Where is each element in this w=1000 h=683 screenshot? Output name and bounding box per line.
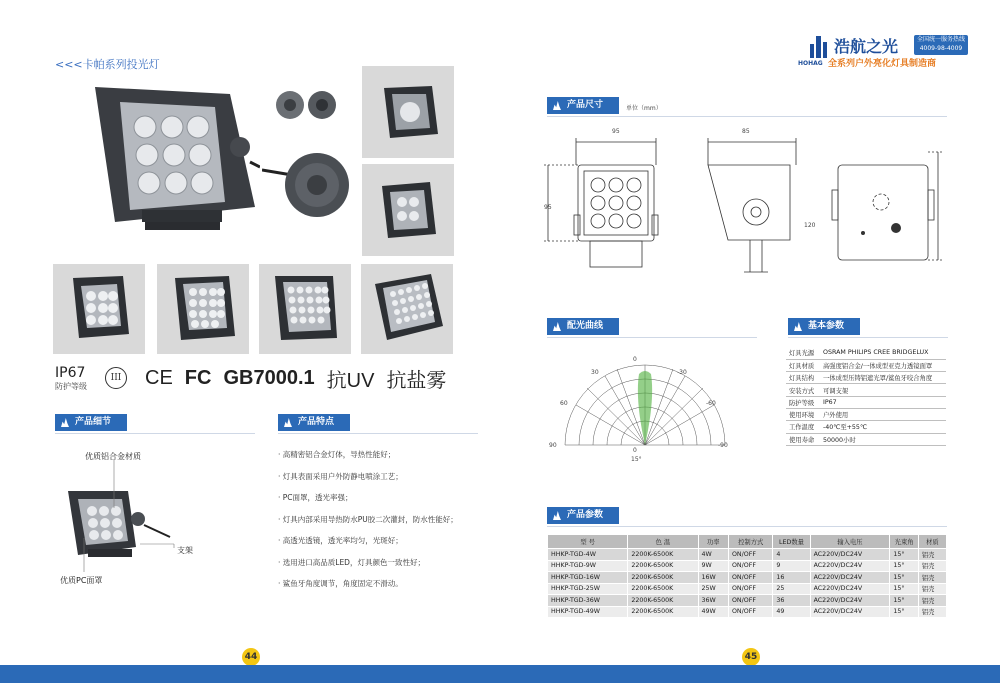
table-row: [548, 606, 947, 618]
table-row: [786, 359, 946, 371]
table-cell: 4: [773, 549, 810, 561]
brand-name: 浩航之光: [834, 37, 899, 56]
column-header: 功率: [698, 535, 728, 549]
table-cell: 2200K-6500K: [628, 572, 698, 584]
feature-item: · 高透光透镜，透光率均匀，光斑好；: [278, 536, 403, 545]
param-value: -40℃至+55℃: [820, 421, 946, 433]
detail-section-label: 产品细节: [55, 414, 127, 431]
table-cell: 铝壳: [918, 572, 946, 584]
angle-30-right: -30: [677, 369, 687, 376]
table-cell: 16: [773, 572, 810, 584]
bottom-bar: [0, 665, 1000, 683]
angle-90-left: 90: [549, 442, 557, 449]
param-value: IP67: [820, 396, 946, 408]
param-value: 一体成型压铸铝遮光罩/鲨鱼牙咬合角度: [820, 372, 946, 384]
param-key: 灯具材质: [786, 359, 820, 371]
param-key: 使用寿命: [786, 433, 820, 445]
back-height-dim: 120: [804, 222, 816, 229]
table-row: [786, 421, 946, 433]
brand-tagline: 全系列户外亮化灯具制造商: [828, 59, 937, 69]
angle-90-right: -90: [718, 442, 728, 449]
table-cell: 15°: [890, 595, 919, 607]
table-cell: 16W: [698, 572, 728, 584]
table-cell: 4W: [698, 549, 728, 561]
detail-leader-lines: [70, 460, 210, 580]
anti-uv: 抗UV: [326, 369, 375, 392]
column-header: 控制方式: [728, 535, 772, 549]
table-cell: AC220V/DC24V: [810, 549, 890, 561]
table-cell: HHKP-TGD-49W: [548, 606, 628, 618]
feature-item: · 高精密铝合金灯体，导热性能好；: [278, 450, 396, 459]
side-photo-2: [362, 164, 454, 256]
feature-item: · 选用进口高品质LED，灯具颜色一致性好；: [278, 557, 425, 567]
angle-60-left: 60: [560, 400, 568, 407]
brand-name-en: HOHAG: [798, 60, 823, 67]
column-header: LED数量: [773, 535, 810, 549]
page-number-right: 45: [742, 648, 760, 666]
table-header-row: [548, 535, 947, 549]
column-header: 输入电压: [810, 535, 890, 549]
table-cell: 2200K-6500K: [628, 560, 698, 572]
series-title: <<<卡帕系列投光灯: [55, 58, 160, 71]
detail-section-rule: [55, 433, 255, 434]
table-cell: 49W: [698, 606, 728, 618]
cover-label: 优质PC面罩: [60, 576, 103, 585]
table-cell: ON/OFF: [728, 595, 772, 607]
feature-item: · 鲨鱼牙角度调节，角度固定不滑动。: [278, 579, 403, 588]
table-cell: 2200K-6500K: [628, 583, 698, 595]
table-cell: 铝壳: [918, 606, 946, 618]
feature-item: · 灯具内部采用导热防水PU胶二次灌封，防水性能好；: [278, 514, 458, 524]
dimension-section-rule: [547, 116, 947, 117]
brand-header: [798, 34, 978, 70]
front-width-dim: 95: [612, 128, 620, 135]
table-cell: 36W: [698, 595, 728, 607]
gb-standard: GB7000.1: [223, 366, 315, 389]
product-params-table: [547, 534, 947, 618]
beam-pattern: [638, 371, 652, 445]
table-cell: 25W: [698, 583, 728, 595]
photo-9w: [53, 264, 145, 354]
hero-lamp-image: [90, 82, 260, 244]
angle-60-right: -60: [706, 400, 716, 407]
table-cell: 15°: [890, 560, 919, 572]
brand-phone-label: 全国统一服务热线: [916, 36, 965, 43]
feature-item: · 灯具表面采用户外防静电喷涂工艺；: [278, 471, 403, 481]
ip-rating: [55, 365, 87, 392]
basic-params-section-rule: [788, 337, 948, 338]
param-value: OSRAM PHILIPS CREE BRIDGELUX: [820, 347, 946, 359]
brand-phone-box: [914, 35, 968, 55]
table-row: [786, 372, 946, 384]
column-header: 色 温: [628, 535, 698, 549]
angle-0-center: 0: [633, 447, 637, 454]
bracket-label: 支架: [177, 546, 193, 555]
table-cell: 铝壳: [918, 549, 946, 561]
dimension-section-label: 产品尺寸: [547, 97, 619, 114]
column-header: 光束角: [890, 535, 919, 549]
angle-0-top: 0: [633, 356, 637, 363]
table-cell: ON/OFF: [728, 549, 772, 561]
ip-value: IP67: [55, 364, 86, 381]
fc-mark-icon: FC: [184, 366, 212, 389]
table-row: [786, 396, 946, 408]
table-cell: AC220V/DC24V: [810, 606, 890, 618]
table-cell: 铝壳: [918, 560, 946, 572]
table-row: [548, 583, 947, 595]
table-cell: 15°: [890, 572, 919, 584]
light-curve-section-label: 配光曲线: [547, 318, 619, 335]
class-iii-icon: III: [105, 367, 127, 389]
product-params-section-label: 产品参数: [547, 507, 619, 524]
table-cell: ON/OFF: [728, 583, 772, 595]
table-cell: AC220V/DC24V: [810, 572, 890, 584]
angle-30-left: 30: [591, 369, 599, 376]
param-value: 户外使用: [820, 408, 946, 420]
param-key: 工作温度: [786, 421, 820, 433]
table-cell: AC220V/DC24V: [810, 595, 890, 607]
table-row: [548, 549, 947, 561]
brand-logo-icon: [808, 34, 830, 58]
anti-salt: 抗盐雾: [386, 369, 447, 392]
right-page: [500, 0, 1000, 683]
table-cell: HHKP-TGD-36W: [548, 595, 628, 607]
page-number-left: 44: [242, 648, 260, 666]
photo-16w: [157, 264, 249, 354]
table-cell: 15°: [890, 606, 919, 618]
column-header: 材质: [918, 535, 946, 549]
table-cell: HHKP-TGD-9W: [548, 560, 628, 572]
table-cell: 9W: [698, 560, 728, 572]
basic-params-section-label: 基本参数: [788, 318, 860, 335]
table-cell: ON/OFF: [728, 560, 772, 572]
param-key: 防护等级: [786, 396, 820, 408]
table-row: [786, 347, 946, 359]
dimension-drawing: [540, 120, 960, 280]
bracket-joint-image: [262, 130, 352, 225]
table-cell: 49: [773, 606, 810, 618]
table-cell: 36: [773, 595, 810, 607]
feature-item: · PC面罩，透光率强；: [278, 493, 353, 502]
table-cell: ON/OFF: [728, 606, 772, 618]
beam-angle-label: 15°: [631, 456, 642, 463]
table-row: [548, 560, 947, 572]
param-value: 高强度铝合金/一体成型亚克力透镜面罩: [820, 359, 946, 371]
param-key: 使用环境: [786, 408, 820, 420]
param-value: 可调支架: [820, 384, 946, 396]
table-cell: 铝壳: [918, 583, 946, 595]
certification-row: [55, 360, 475, 396]
table-cell: HHKP-TGD-25W: [548, 583, 628, 595]
brand-phone-number: 4009-98-4009: [919, 45, 963, 52]
param-key: 灯具结构: [786, 372, 820, 384]
light-curve-section-rule: [547, 337, 757, 338]
dimension-unit: 单位（mm）: [626, 105, 662, 112]
ip-subtitle: 防护等级: [55, 381, 87, 391]
table-cell: 15°: [890, 549, 919, 561]
table-cell: 15°: [890, 583, 919, 595]
product-params-body: [548, 549, 947, 618]
table-cell: ON/OFF: [728, 572, 772, 584]
photo-49w: [361, 264, 453, 354]
features-section-label: 产品特点: [278, 414, 350, 431]
param-value: 50000小时: [820, 433, 946, 445]
basic-params-table: [786, 347, 946, 446]
table-cell: 2200K-6500K: [628, 595, 698, 607]
knob-parts-image: [272, 85, 342, 127]
table-row: [548, 572, 947, 584]
ce-mark-icon: CE: [145, 366, 173, 389]
table-cell: HHKP-TGD-16W: [548, 572, 628, 584]
param-key: 安装方式: [786, 384, 820, 396]
front-height-dim: 95: [544, 204, 552, 211]
column-header: 型 号: [548, 535, 628, 549]
table-row: [786, 384, 946, 396]
table-cell: AC220V/DC24V: [810, 583, 890, 595]
photo-25w: [259, 264, 351, 354]
features-section-rule: [278, 433, 478, 434]
product-params-section-rule: [547, 526, 947, 527]
param-key: 灯具光源: [786, 347, 820, 359]
table-cell: 2200K-6500K: [628, 549, 698, 561]
housing-label: 优质铝合金材质: [85, 452, 141, 461]
table-cell: 2200K-6500K: [628, 606, 698, 618]
table-cell: AC220V/DC24V: [810, 560, 890, 572]
side-photo-1: [362, 66, 454, 158]
table-cell: 9: [773, 560, 810, 572]
table-cell: HHKP-TGD-4W: [548, 549, 628, 561]
table-row: [786, 433, 946, 445]
table-row: [786, 408, 946, 420]
feature-list: [278, 448, 488, 599]
table-cell: 25: [773, 583, 810, 595]
table-cell: 铝壳: [918, 595, 946, 607]
side-depth-dim: 85: [742, 128, 750, 135]
table-row: [548, 595, 947, 607]
